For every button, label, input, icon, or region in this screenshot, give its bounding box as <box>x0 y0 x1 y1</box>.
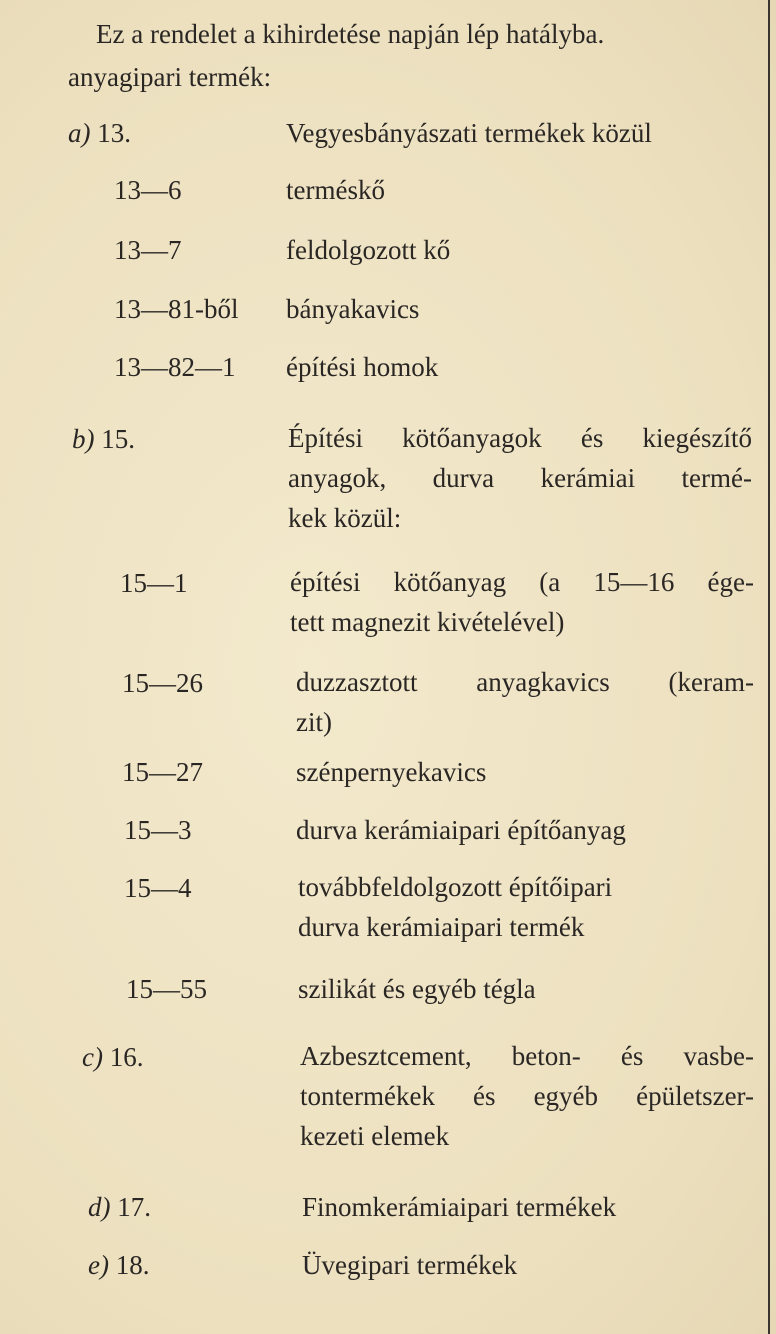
item-code: 15—27 <box>122 757 203 787</box>
item-desc: Építési kötőanyagok és kiegészítő anyagok, durva kerámiai termé- kek közül: <box>288 423 752 533</box>
item-code: 13—7 <box>114 235 182 265</box>
item-code: 13—82—1 <box>114 352 236 382</box>
item-desc: terméskő <box>286 175 385 205</box>
item-desc: feldolgozott kő <box>286 235 451 265</box>
item-desc: szilikát és egyéb tégla <box>298 974 536 1004</box>
item-desc: továbbfeldolgozott építőipari durva kerámiaipari termék <box>298 872 613 942</box>
item-letter-d: d) 17. <box>88 1192 151 1222</box>
item-code: 15—1 <box>120 568 188 598</box>
item-code: 15—26 <box>122 668 203 698</box>
item-letter-c: c) 16. <box>82 1042 144 1072</box>
item-desc: Vegyesbányászati termékek közül <box>286 118 652 148</box>
intro-line-2: anyagipari termék: <box>68 62 272 92</box>
item-letter-a: a) 13. <box>68 118 131 148</box>
item-letter-e: e) 18. <box>88 1250 150 1280</box>
item-code: 15—3 <box>124 815 192 845</box>
item-code: 13—81-ből <box>114 294 239 324</box>
item-desc: építési kötőanyag (a 15—16 ége- tett magnezit kivételével) <box>290 567 754 637</box>
item-letter-b: b) 15. <box>72 424 135 454</box>
item-desc: Üvegipari termékek <box>302 1250 518 1280</box>
item-desc: Finomkerámiaipari termékek <box>302 1192 617 1222</box>
right-border-rule <box>768 0 770 1334</box>
item-desc: bányakavics <box>286 294 420 324</box>
item-desc: építési homok <box>286 352 439 382</box>
item-code: 15—4 <box>124 873 192 903</box>
item-desc: szénpernyekavics <box>296 757 487 787</box>
item-code: 13—6 <box>114 175 182 205</box>
item-desc: Azbesztcement, beton- és vasbe- tontermékek és egyéb épületszer- kezeti elemek <box>300 1041 754 1151</box>
item-code: 15—55 <box>126 974 207 1004</box>
item-desc: duzzasztott anyagkavics (keram- zit) <box>296 667 754 737</box>
intro-line-1: Ez a rendelet a kihirdetése napján lép hatályba. <box>96 19 605 49</box>
item-desc: durva kerámiaipari építőanyag <box>296 815 626 845</box>
